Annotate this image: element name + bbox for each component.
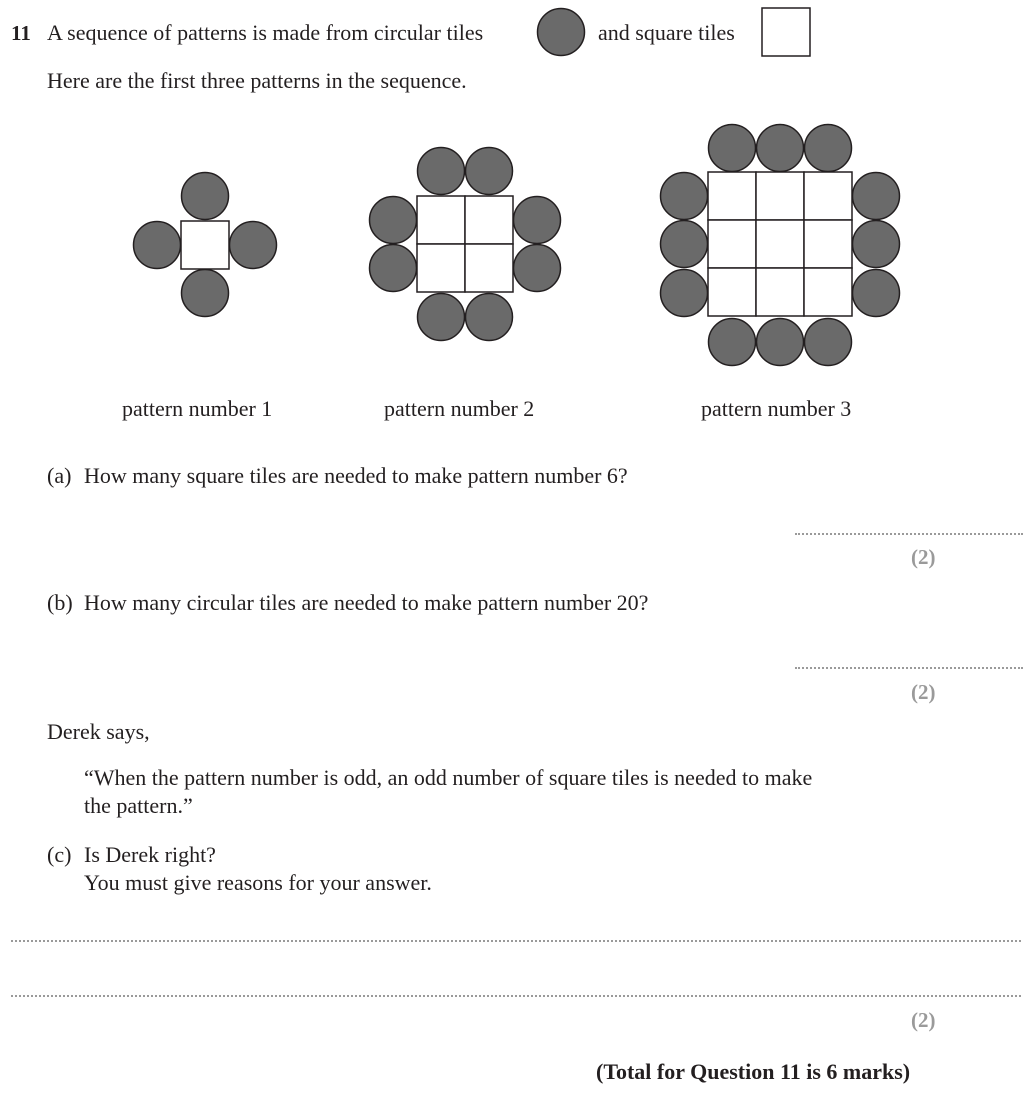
- part-a-question: How many square tiles are needed to make pattern number 6?: [84, 463, 628, 488]
- question-subintro: Here are the first three patterns in the sequence.: [47, 68, 467, 93]
- pattern-3-figure: [661, 125, 900, 366]
- question-intro-text-continued: and square tiles: [598, 20, 735, 45]
- part-c-letter: (c): [47, 842, 72, 867]
- part-b-answer-line[interactable]: [795, 667, 1023, 669]
- derek-quote-line-1: “When the pattern number is odd, an odd number of square tiles is needed to make: [84, 765, 813, 790]
- part-b-letter: (b): [47, 590, 73, 615]
- part-c-question: Is Derek right?: [84, 842, 216, 867]
- derek-quote-line-2: the pattern.”: [84, 793, 193, 818]
- part-b-marks: (2): [911, 680, 936, 704]
- part-c-answer-line-2[interactable]: [11, 995, 1021, 997]
- question-total-marks: (Total for Question 11 is 6 marks): [596, 1059, 911, 1084]
- part-a-marks: (2): [911, 545, 936, 569]
- circular-tile-legend-icon: [538, 9, 585, 56]
- part-c-instruction: You must give reasons for your answer.: [84, 870, 432, 895]
- part-b-question: How many circular tiles are needed to make pattern number 20?: [84, 590, 649, 615]
- question-number: 11: [11, 21, 31, 45]
- square-tile-legend-icon: [762, 8, 810, 56]
- part-c-answer-line-1[interactable]: [11, 940, 1021, 942]
- derek-says-text: Derek says,: [47, 719, 150, 744]
- pattern-2-figure: [370, 148, 561, 341]
- pattern-1-figure: [134, 173, 277, 317]
- pattern-2-label: pattern number 2: [384, 396, 535, 421]
- part-a-answer-line[interactable]: [795, 533, 1023, 535]
- question-intro-text: A sequence of patterns is made from circular tiles: [47, 20, 484, 45]
- pattern-1-label: pattern number 1: [122, 396, 273, 421]
- pattern-3-label: pattern number 3: [701, 396, 852, 421]
- part-c-marks: (2): [911, 1008, 936, 1032]
- part-a-letter: (a): [47, 463, 72, 488]
